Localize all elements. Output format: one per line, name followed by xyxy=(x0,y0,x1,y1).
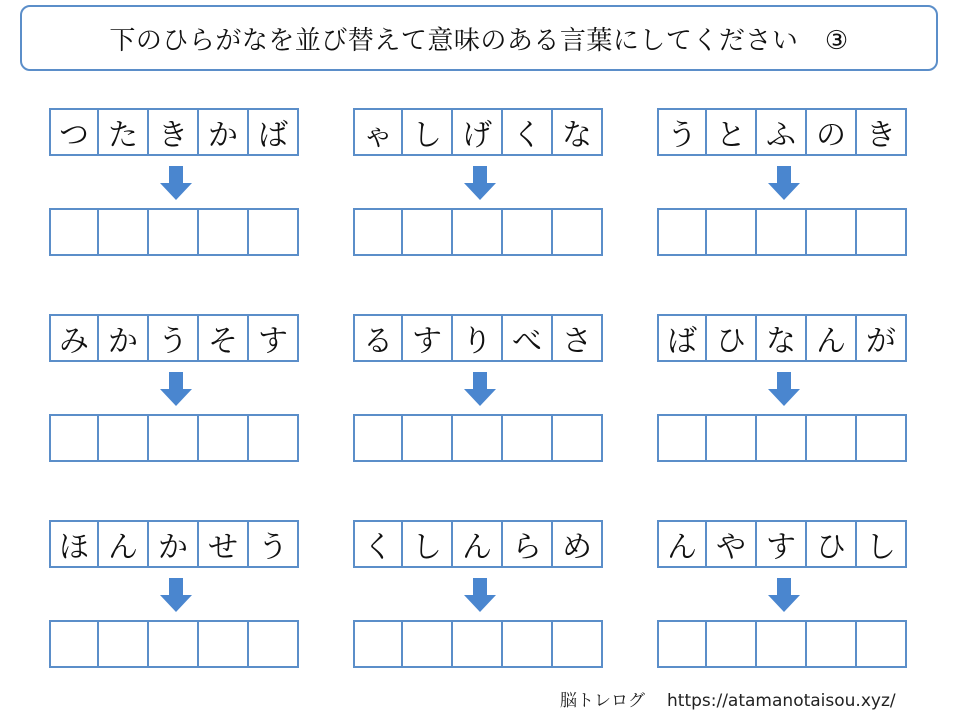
answer-box[interactable] xyxy=(705,414,757,462)
letter-tile: が xyxy=(855,314,907,362)
scrambled-letters xyxy=(49,520,303,568)
answer-box[interactable] xyxy=(705,208,757,256)
letter-tile: か xyxy=(197,108,249,156)
letter-tile: ば xyxy=(657,314,707,362)
answer-box[interactable] xyxy=(49,620,99,668)
puzzle-6 xyxy=(657,314,911,478)
answer-box[interactable] xyxy=(501,414,553,462)
puzzle-8 xyxy=(353,520,607,684)
answer-box[interactable] xyxy=(501,620,553,668)
answer-box[interactable] xyxy=(501,208,553,256)
letter-tile: ふ xyxy=(755,108,807,156)
answer-boxes xyxy=(657,620,911,668)
down-arrow-icon xyxy=(464,166,496,200)
scrambled-letters xyxy=(657,314,911,362)
down-arrow-icon xyxy=(464,372,496,406)
letter-tile: ば xyxy=(247,108,299,156)
letter-tile: ら xyxy=(501,520,553,568)
answer-box[interactable] xyxy=(705,620,757,668)
answer-box[interactable] xyxy=(97,208,149,256)
puzzle-9 xyxy=(657,520,911,684)
letter-tile: か xyxy=(97,314,149,362)
down-arrow-icon xyxy=(768,166,800,200)
scrambled-letters xyxy=(657,108,911,156)
letter-tile: み xyxy=(49,314,99,362)
letter-tile: げ xyxy=(451,108,503,156)
answer-box[interactable] xyxy=(855,414,907,462)
answer-box[interactable] xyxy=(247,208,299,256)
answer-box[interactable] xyxy=(401,208,453,256)
puzzle-4 xyxy=(49,314,303,478)
letter-tile: り xyxy=(451,314,503,362)
letter-tile: う xyxy=(247,520,299,568)
letter-tile: そ xyxy=(197,314,249,362)
worksheet-title xyxy=(20,5,938,71)
scrambled-letters xyxy=(353,314,607,362)
answer-box[interactable] xyxy=(49,414,99,462)
puzzle-3 xyxy=(657,108,911,272)
answer-box[interactable] xyxy=(451,620,503,668)
answer-box[interactable] xyxy=(551,414,603,462)
footer xyxy=(560,686,896,711)
answer-box[interactable] xyxy=(451,208,503,256)
letter-tile: な xyxy=(551,108,603,156)
answer-box[interactable] xyxy=(353,620,403,668)
answer-boxes xyxy=(353,620,607,668)
letter-tile: べ xyxy=(501,314,553,362)
down-arrow-icon xyxy=(768,578,800,612)
answer-boxes xyxy=(49,208,303,256)
letter-tile: ん xyxy=(451,520,503,568)
down-arrow-icon xyxy=(464,578,496,612)
letter-tile: す xyxy=(755,520,807,568)
answer-boxes xyxy=(49,620,303,668)
answer-boxes xyxy=(657,414,911,462)
scrambled-letters xyxy=(657,520,911,568)
letter-tile: き xyxy=(855,108,907,156)
letter-tile: か xyxy=(147,520,199,568)
scrambled-letters xyxy=(353,520,607,568)
answer-box[interactable] xyxy=(97,414,149,462)
letter-tile: し xyxy=(855,520,907,568)
letter-tile: と xyxy=(705,108,757,156)
answer-box[interactable] xyxy=(247,620,299,668)
down-arrow-icon xyxy=(768,372,800,406)
letter-tile: ほ xyxy=(49,520,99,568)
letter-tile: く xyxy=(353,520,403,568)
letter-tile: ん xyxy=(97,520,149,568)
answer-box[interactable] xyxy=(197,620,249,668)
letter-tile: す xyxy=(247,314,299,362)
letter-tile: つ xyxy=(49,108,99,156)
answer-box[interactable] xyxy=(147,208,199,256)
down-arrow-icon xyxy=(160,372,192,406)
letter-tile: や xyxy=(705,520,757,568)
answer-box[interactable] xyxy=(657,208,707,256)
letter-tile: る xyxy=(353,314,403,362)
answer-box[interactable] xyxy=(401,620,453,668)
answer-box[interactable] xyxy=(49,208,99,256)
answer-box[interactable] xyxy=(805,620,857,668)
letter-tile: し xyxy=(401,520,453,568)
puzzle-7 xyxy=(49,520,303,684)
letter-tile: し xyxy=(401,108,453,156)
answer-box[interactable] xyxy=(197,208,249,256)
footer-url[interactable]: https://atamanotaisou.xyz/ xyxy=(667,691,896,711)
puzzle-2 xyxy=(353,108,607,272)
letter-tile: め xyxy=(551,520,603,568)
answer-boxes xyxy=(353,208,607,256)
answer-box[interactable] xyxy=(551,620,603,668)
answer-box[interactable] xyxy=(97,620,149,668)
puzzle-1 xyxy=(49,108,303,272)
answer-box[interactable] xyxy=(197,414,249,462)
letter-tile: な xyxy=(755,314,807,362)
scrambled-letters xyxy=(353,108,607,156)
letter-tile: す xyxy=(401,314,453,362)
letter-tile: ん xyxy=(805,314,857,362)
answer-box[interactable] xyxy=(147,414,199,462)
letter-tile: さ xyxy=(551,314,603,362)
letter-tile: ゃ xyxy=(353,108,403,156)
letter-tile: せ xyxy=(197,520,249,568)
answer-box[interactable] xyxy=(657,620,707,668)
letter-tile: ひ xyxy=(705,314,757,362)
down-arrow-icon xyxy=(160,166,192,200)
answer-boxes xyxy=(657,208,911,256)
down-arrow-icon xyxy=(160,578,192,612)
answer-box[interactable] xyxy=(353,208,403,256)
footer-site-name: 脳トレログ xyxy=(560,691,645,711)
letter-tile: う xyxy=(147,314,199,362)
answer-box[interactable] xyxy=(353,414,403,462)
answer-box[interactable] xyxy=(551,208,603,256)
answer-box[interactable] xyxy=(755,208,807,256)
answer-boxes xyxy=(49,414,303,462)
title-text: 下のひらがなを並び替えて意味のある言葉にしてください ③ xyxy=(109,25,849,56)
answer-box[interactable] xyxy=(855,620,907,668)
letter-tile: ひ xyxy=(805,520,857,568)
letter-tile: の xyxy=(805,108,857,156)
answer-box[interactable] xyxy=(755,414,807,462)
letter-tile: た xyxy=(97,108,149,156)
answer-box[interactable] xyxy=(805,414,857,462)
letter-tile: く xyxy=(501,108,553,156)
answer-box[interactable] xyxy=(147,620,199,668)
scrambled-letters xyxy=(49,314,303,362)
letter-tile: う xyxy=(657,108,707,156)
answer-box[interactable] xyxy=(657,414,707,462)
letter-tile: ん xyxy=(657,520,707,568)
scrambled-letters xyxy=(49,108,303,156)
puzzle-5 xyxy=(353,314,607,478)
answer-box[interactable] xyxy=(247,414,299,462)
answer-box[interactable] xyxy=(451,414,503,462)
answer-box[interactable] xyxy=(805,208,857,256)
answer-box[interactable] xyxy=(755,620,807,668)
answer-box[interactable] xyxy=(855,208,907,256)
answer-box[interactable] xyxy=(401,414,453,462)
answer-boxes xyxy=(353,414,607,462)
letter-tile: き xyxy=(147,108,199,156)
